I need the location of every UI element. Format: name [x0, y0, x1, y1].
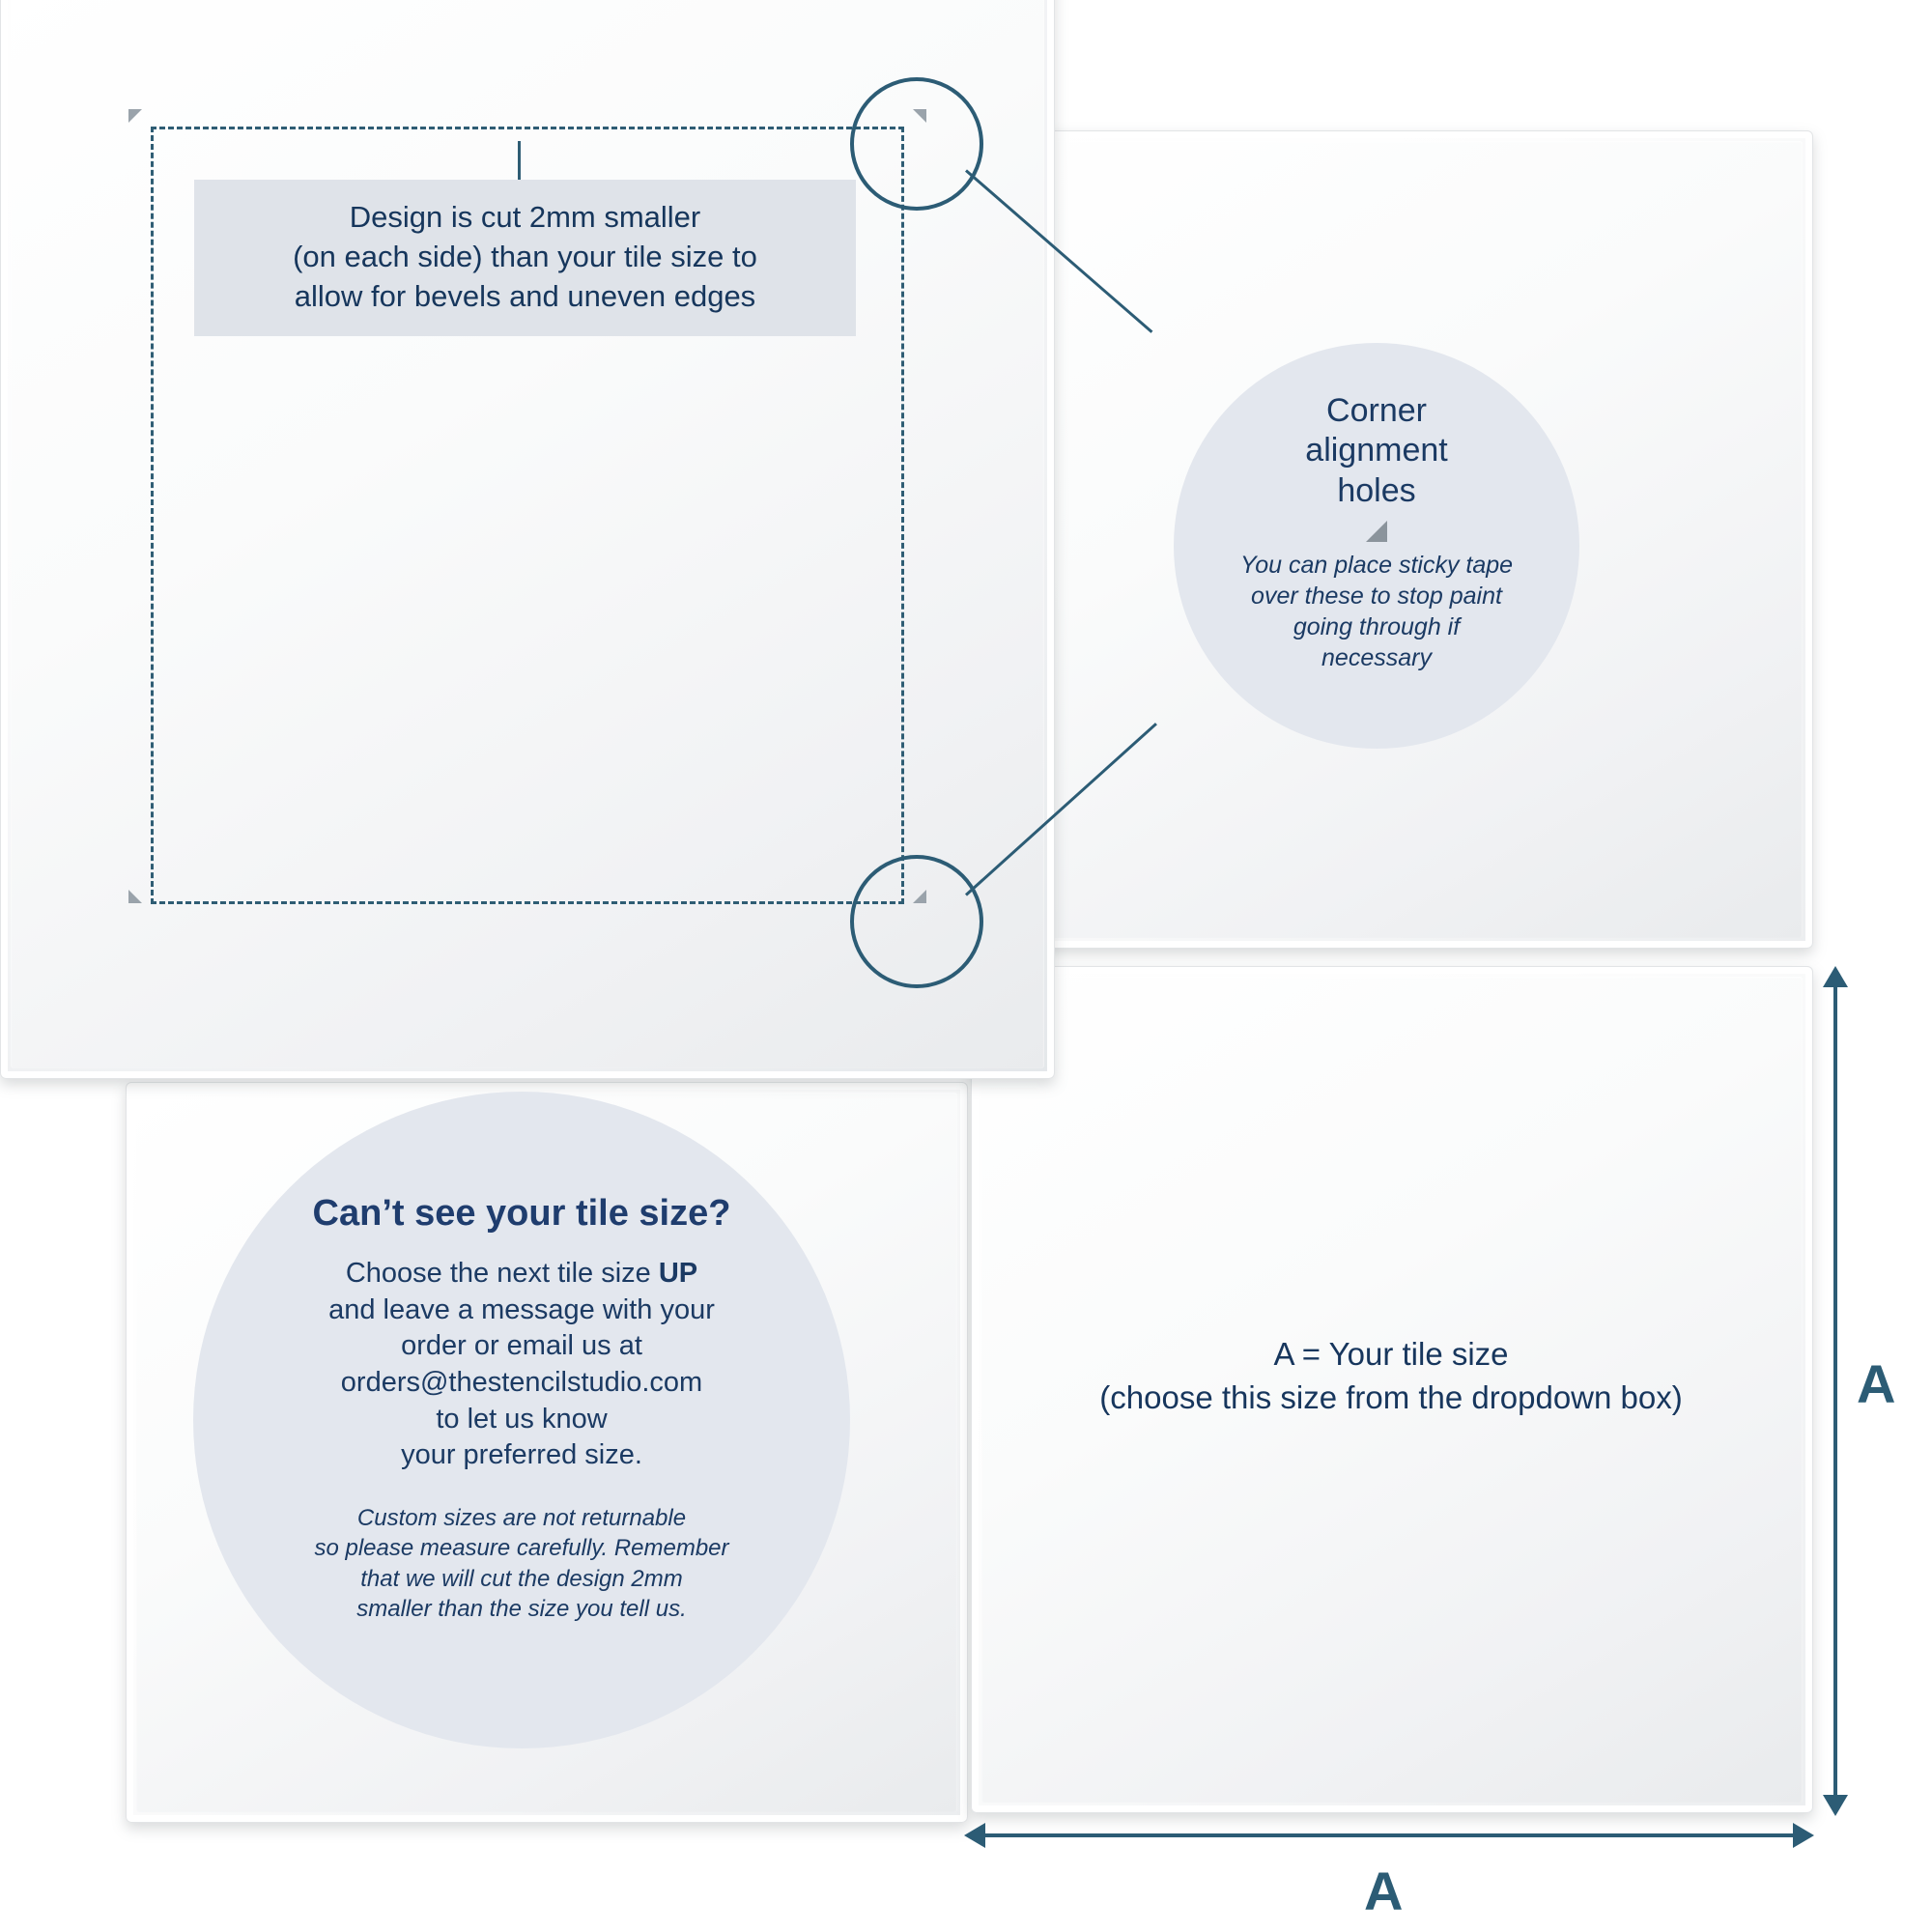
- tile-size-help-footnote: [249, 1503, 794, 1624]
- dimension-arrow-left-icon: [964, 1823, 985, 1848]
- design-note-stem: [518, 141, 521, 185]
- tile-size-help-line-6: your preferred size.: [401, 1439, 642, 1471]
- design-note-line-2: (on each side) than your tile size to: [293, 240, 757, 274]
- dimension-arrow-right-icon: [1793, 1823, 1814, 1848]
- dimension-line-horizontal: [985, 1833, 1795, 1837]
- tile-size-help-footnote-line-2: so please measure carefully. Remember: [314, 1535, 729, 1562]
- tile-size-definition-line-2: (choose this size from the dropdown box): [1099, 1378, 1683, 1415]
- corner-callout-note-line-3: going through if: [1293, 613, 1461, 641]
- dimension-arrow-up-icon: [1823, 966, 1848, 987]
- corner-callout-note-line-2: over these to stop paint: [1251, 582, 1502, 611]
- corner-alignment-holes-callout: [1174, 343, 1579, 749]
- tile-size-help-heading: Can’t see your tile size?: [312, 1193, 731, 1234]
- corner-callout-title-line-3: holes: [1337, 471, 1416, 509]
- corner-callout-note-line-4: necessary: [1321, 644, 1432, 672]
- tile-size-definition-line-1: A = Your tile size: [1273, 1336, 1509, 1372]
- tile-size-help-email: orders@thestencilstudio.com: [340, 1367, 703, 1399]
- corner-callout-title: [1205, 391, 1548, 511]
- corner-alignment-hole-icon: [128, 890, 142, 903]
- dimension-line-vertical: [1833, 985, 1837, 1797]
- tile-size-help-emphasis: UP: [658, 1258, 698, 1289]
- tile-size-help-line-1-text: Choose the next tile size: [345, 1258, 659, 1289]
- tile-size-help-callout: [193, 1092, 850, 1748]
- dimension-label-vertical: A: [1857, 1353, 1896, 1414]
- alignment-hole-highlight-top: [850, 77, 983, 211]
- corner-triangle-icon: [1366, 521, 1387, 542]
- tile-size-help-body: [249, 1256, 794, 1474]
- corner-callout-title-line-2: alignment: [1305, 432, 1448, 469]
- tile-size-help-line-1: [249, 1256, 794, 1293]
- dimension-arrow-down-icon: [1823, 1795, 1848, 1816]
- tile-size-help-footnote-line-3: that we will cut the design 2mm: [360, 1565, 683, 1592]
- dimension-label-horizontal: A: [1364, 1861, 1404, 1921]
- tile-size-help-footnote-line-4: smaller than the size you tell us.: [356, 1595, 687, 1622]
- design-note-line-1: Design is cut 2mm smaller: [349, 200, 701, 234]
- tile-size-help-footnote-line-1: Custom sizes are not returnable: [356, 1505, 687, 1532]
- tile-size-definition: [985, 1333, 1797, 1419]
- corner-callout-note-line-1: You can place sticky tape: [1239, 552, 1514, 580]
- corner-alignment-hole-icon: [128, 109, 142, 123]
- alignment-hole-highlight-bottom: [850, 855, 983, 988]
- design-note-line-3: allow for bevels and uneven edges: [294, 279, 756, 314]
- tile-size-help-line-2: and leave a message with your: [328, 1293, 715, 1325]
- corner-callout-title-line-1: Corner: [1326, 392, 1427, 429]
- tile-size-help-line-5: to let us know: [436, 1403, 608, 1435]
- corner-callout-note: [1205, 550, 1548, 673]
- tile-size-help-line-3: order or email us at: [401, 1330, 642, 1362]
- design-note-box: [194, 180, 856, 336]
